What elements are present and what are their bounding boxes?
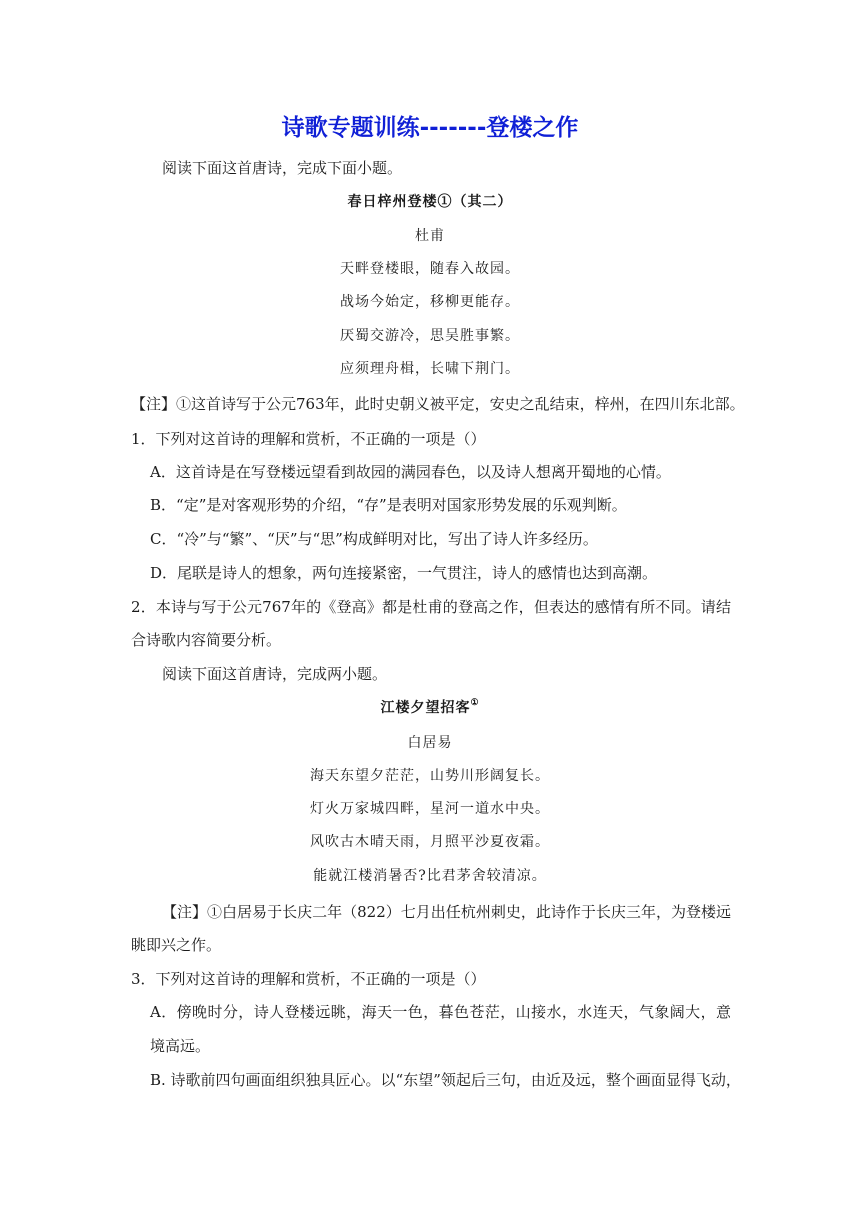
question-1-option-a: A．这首诗是在写登楼远望看到故园的满园春色，以及诗人想离开蜀地的心情。 [150,463,671,481]
poem-author-2: 白居易 [407,735,453,751]
poem-line: 战场今始定，移柳更能存。 [340,294,520,310]
poem-author-1: 杜甫 [415,228,445,244]
poem-title-1: 春日梓州登楼①（其二） [347,194,513,210]
poem-line: 能就江楼消暑否?比君茅舍较清凉。 [313,868,547,884]
poem-line: 海天东望夕茫茫，山势川形阔复长。 [310,768,550,784]
question-1-option-d: D．尾联是诗人的想象，两句连接紧密，一气贯注，诗人的感情也达到高潮。 [150,564,658,582]
question-1-stem: 1．下列对这首诗的理解和赏析，不正确的一项是（） [131,430,486,448]
question-3-option-b: B. 诗歌前四句画面组织独具匠心。以“东望”领起后三句，由近及远，整个画面显得飞动， [150,1071,741,1089]
poem-note-2-cont: 眺即兴之作。 [131,936,222,954]
poem-line: 灯火万家城四畔，星河一道水中央。 [310,801,550,817]
question-3-option-a-cont: 境高远。 [150,1037,211,1055]
poem-title-2: 江楼夕望招客① [380,698,480,716]
reading-instruction-2: 阅读下面这首唐诗，完成两小题。 [162,665,388,683]
question-1-option-b: B．“定”是对客观形势的介绍，“存”是表明对国家形势发展的乐观判断。 [150,496,627,514]
question-3-option-a: A．傍晚时分，诗人登楼远眺，海天一色，暮色苍茫，山接水，水连天，气象阔大，意 [150,1003,731,1021]
poem-line: 天畔登楼眼，随春入故园。 [340,261,520,277]
poem-line: 风吹古木晴天雨，月照平沙夏夜霜。 [310,834,550,850]
poem-line: 厌蜀交游冷，思吴胜事繁。 [340,328,520,344]
poem-note-2: 【注】①白居易于长庆二年（822）七月出任杭州刺史，此诗作于长庆三年，为登楼远 [162,903,731,921]
question-1-option-c: C．“冷”与“繁”、“厌”与“思”构成鲜明对比，写出了诗人许多经历。 [150,530,598,548]
question-2-stem-cont: 合诗歌内容简要分析。 [131,631,282,649]
poem-line: 应须理舟楫，长啸下荆门。 [340,361,520,377]
page-title: 诗歌专题训练-------登楼之作 [281,115,579,141]
question-2-stem: 2．本诗与写于公元767年的《登高》都是杜甫的登高之作，但表达的感情有所不同。请结 [131,598,731,616]
reading-instruction-1: 阅读下面这首唐诗，完成下面小题。 [162,159,403,177]
footnote-marker: ① [470,698,480,708]
poem-note-1: 【注】①这首诗写于公元763年，此时史朝义被平定，安史之乱结束，梓州，在四川东北部。 [131,395,745,413]
question-3-stem: 3．下列对这首诗的理解和赏析，不正确的一项是（） [131,970,486,988]
